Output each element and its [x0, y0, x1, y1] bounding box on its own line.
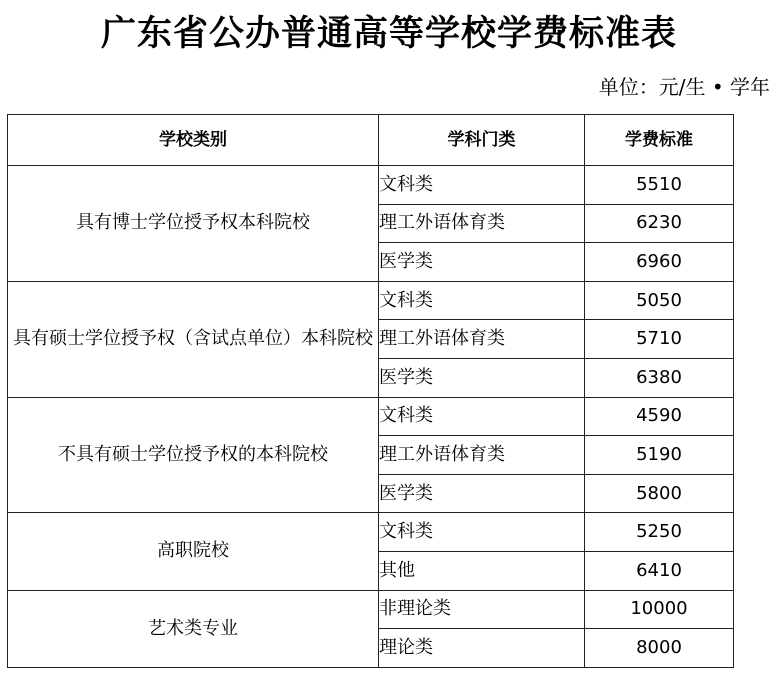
header-category: 学校类别	[8, 115, 379, 166]
subject-cell: 医学类	[379, 243, 585, 282]
fee-cell: 5050	[585, 281, 734, 320]
fee-cell: 6230	[585, 204, 734, 243]
fee-table	[7, 114, 734, 668]
subject-cell: 医学类	[379, 474, 585, 513]
header-row	[8, 115, 734, 166]
table-row	[8, 590, 734, 629]
table-row	[8, 166, 734, 205]
school-category: 具有博士学位授予权本科院校	[8, 166, 379, 282]
school-category: 高职院校	[8, 513, 379, 590]
header-fee: 学费标准	[585, 115, 734, 166]
fee-cell: 5190	[585, 436, 734, 475]
subject-cell: 医学类	[379, 358, 585, 397]
subject-cell: 理论类	[379, 629, 585, 668]
school-category: 艺术类专业	[8, 590, 379, 667]
school-category: 不具有硕士学位授予权的本科院校	[8, 397, 379, 513]
subject-cell: 非理论类	[379, 590, 585, 629]
table-row	[8, 281, 734, 320]
fee-cell: 5710	[585, 320, 734, 359]
fee-cell: 5510	[585, 166, 734, 205]
unit-label: 单位：元/生 • 学年	[598, 75, 770, 99]
table-row	[8, 513, 734, 552]
subject-cell: 其他	[379, 551, 585, 590]
school-category: 具有硕士学位授予权（含试点单位）本科院校	[8, 281, 379, 397]
fee-cell: 5250	[585, 513, 734, 552]
page-title: 广东省公办普通高等学校学费标准表	[100, 13, 677, 54]
subject-cell: 文科类	[379, 281, 585, 320]
fee-cell: 6380	[585, 358, 734, 397]
subject-cell: 理工外语体育类	[379, 204, 585, 243]
subject-cell: 理工外语体育类	[379, 436, 585, 475]
fee-cell: 8000	[585, 629, 734, 668]
subject-cell: 文科类	[379, 397, 585, 436]
fee-cell: 6410	[585, 551, 734, 590]
fee-cell: 5800	[585, 474, 734, 513]
fee-cell: 4590	[585, 397, 734, 436]
subject-cell: 理工外语体育类	[379, 320, 585, 359]
fee-cell: 6960	[585, 243, 734, 282]
fee-cell: 10000	[585, 590, 734, 629]
subject-cell: 文科类	[379, 513, 585, 552]
subject-cell: 文科类	[379, 166, 585, 205]
table-row	[8, 397, 734, 436]
header-subject: 学科门类	[379, 115, 585, 166]
